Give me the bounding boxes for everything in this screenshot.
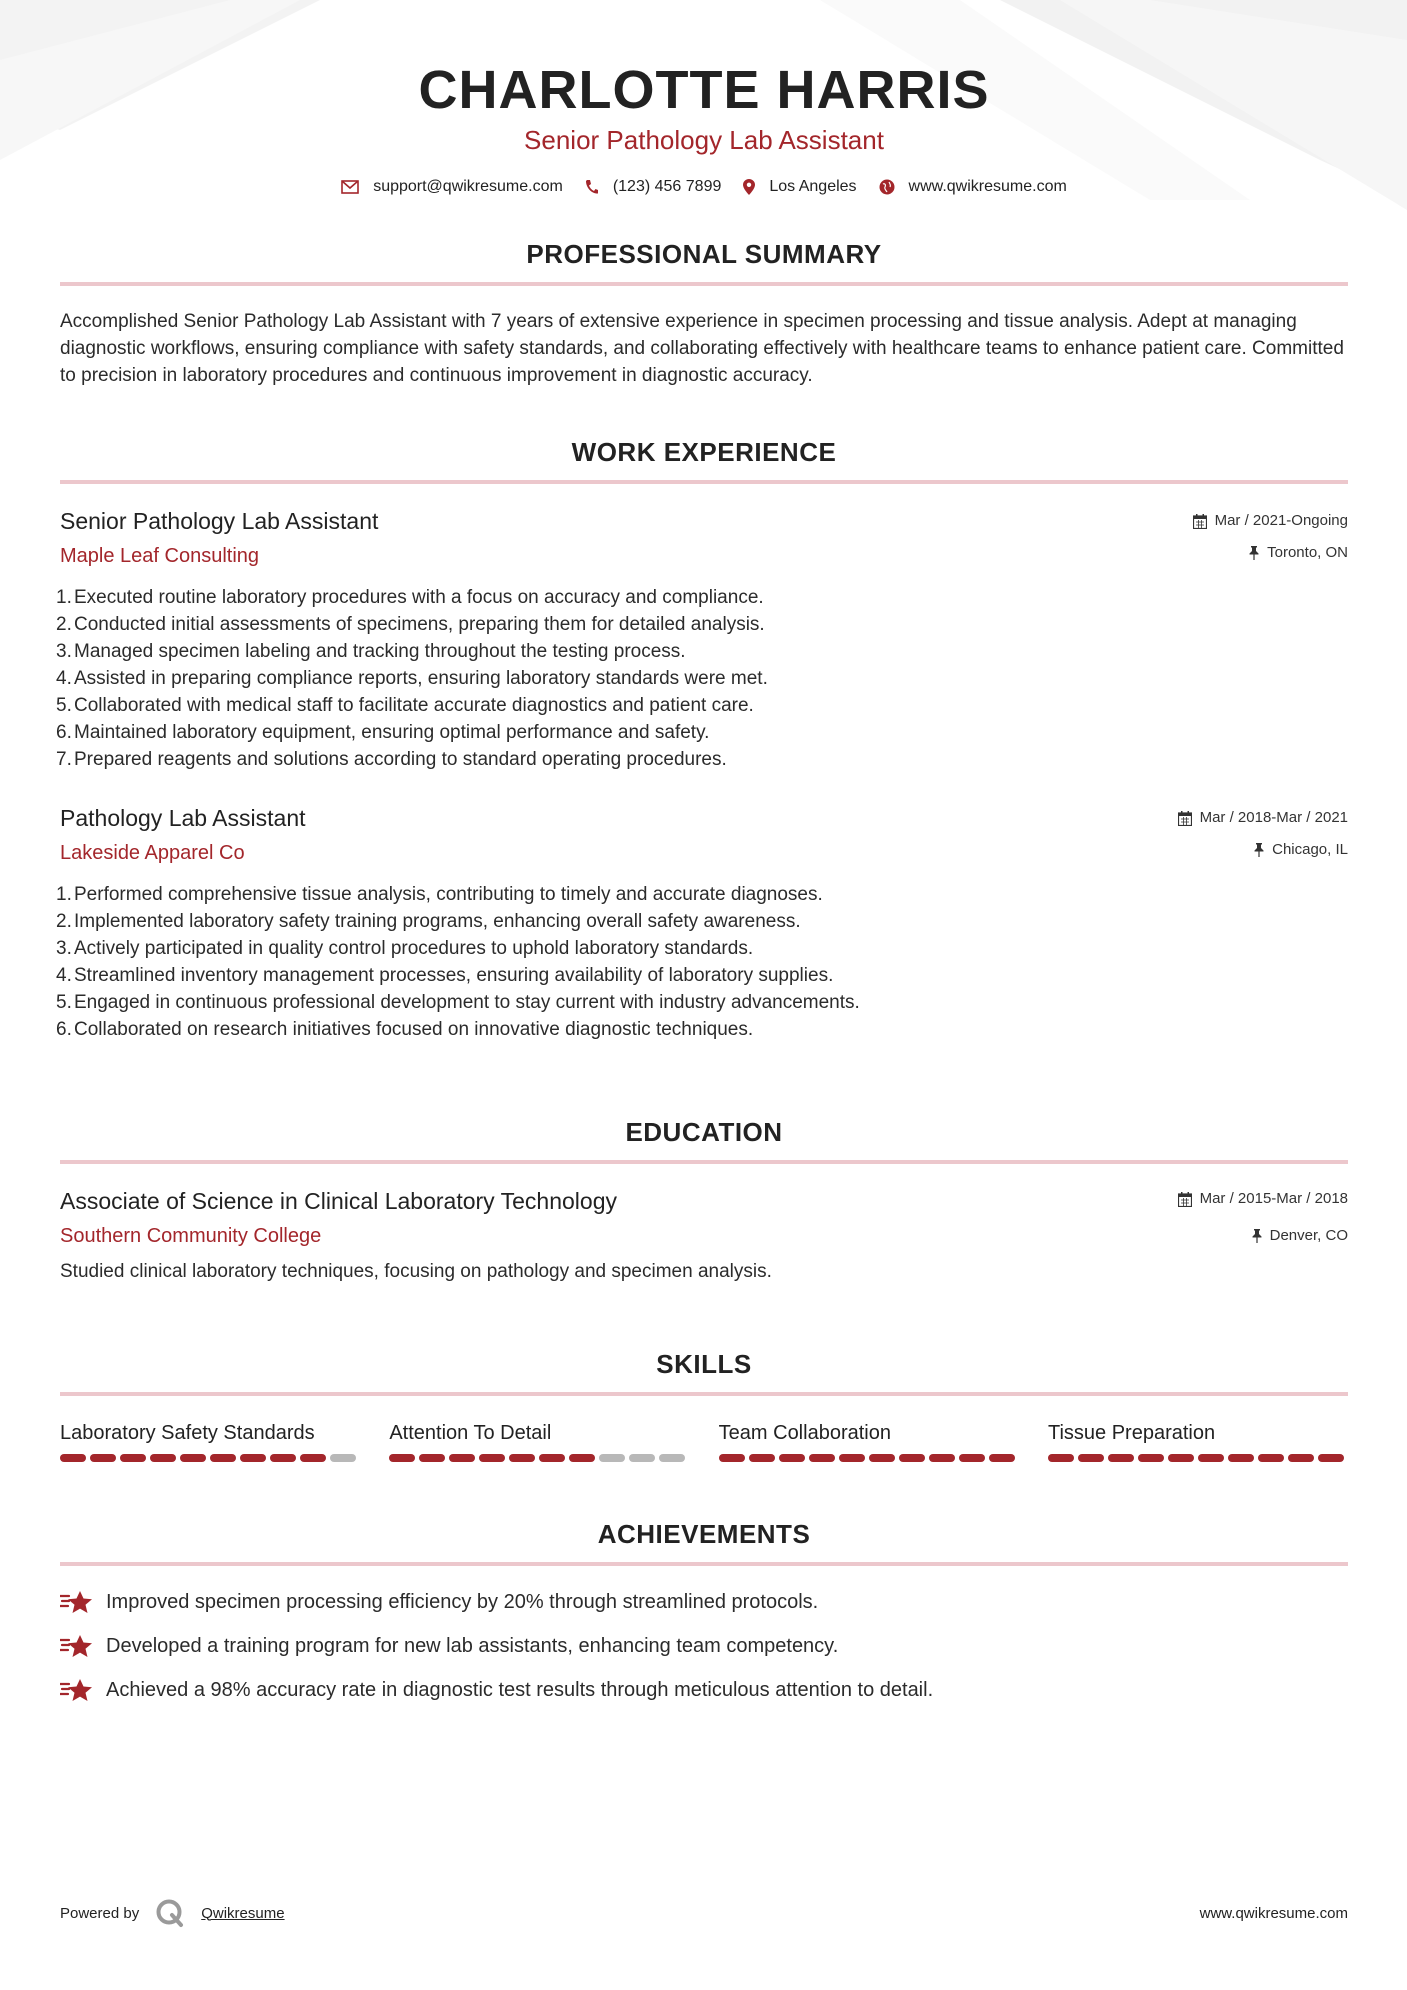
job-entry-1 (56, 506, 1348, 773)
bullet-text: Assisted in preparing compliance reports, ensuring laboratory standards were met. (74, 668, 768, 689)
skill-segment-filled (180, 1454, 206, 1462)
education-location-text: Denver, CO (1269, 1227, 1348, 1244)
skill-segment-filled (929, 1454, 955, 1462)
bullet-text: Collaborated on research initiatives focused on innovative diagnostic techniques. (74, 1019, 754, 1040)
skill-segment-filled (869, 1454, 895, 1462)
skills-section (60, 1348, 1348, 1462)
achievements-heading: ACHIEVEMENTS (597, 1519, 811, 1549)
summary-heading: PROFESSIONAL SUMMARY (526, 239, 882, 269)
skill-segment-filled (1228, 1454, 1254, 1462)
skill-level-bar (60, 1454, 360, 1462)
achievement-text: Achieved a 98% accuracy rate in diagnostic test results through meticulous attention to detail. (106, 1679, 934, 1701)
contact-phone[interactable] (585, 178, 722, 196)
education-dates-text: Mar / 2015-Mar / 2018 (1199, 1190, 1348, 1207)
summary-section (60, 238, 1348, 389)
list-item (60, 1632, 1348, 1660)
skill-segment-empty (599, 1454, 625, 1462)
bullet-text: Streamlined inventory management processes, ensuring availability of laboratory supplies. (74, 965, 834, 986)
skill-segment-filled (1318, 1454, 1344, 1462)
list-item: 3. Actively participated in quality control procedures to uphold laboratory standards. (60, 935, 1348, 962)
skill-name: Laboratory Safety Standards (60, 1422, 315, 1444)
job-dates (1178, 808, 1348, 828)
education-entry (60, 1186, 1348, 1285)
skill-item (719, 1420, 1019, 1462)
job-location (1193, 543, 1348, 563)
page-footer (60, 1898, 1348, 1928)
skill-segment-filled (240, 1454, 266, 1462)
achievements-divider (60, 1562, 1348, 1566)
skill-segment-filled (539, 1454, 565, 1462)
achievements-section (60, 1518, 1348, 1720)
job-company: Lakeside Apparel Co (60, 842, 245, 864)
skill-segment-filled (839, 1454, 865, 1462)
skill-segment-filled (389, 1454, 415, 1462)
skill-segment-filled (1048, 1454, 1074, 1462)
skill-segment-filled (959, 1454, 985, 1462)
list-item (60, 1676, 1348, 1704)
bullet-text: Conducted initial assessments of specimens, preparing them for detailed analysis. (74, 614, 765, 635)
contact-bar (60, 178, 1348, 196)
skill-segment-filled (1258, 1454, 1284, 1462)
pushpin-icon (1254, 843, 1264, 857)
resume-page (56, 0, 1348, 1701)
skill-segment-filled (210, 1454, 236, 1462)
bullet-text: Maintained laboratory equipment, ensuring optimal performance and safety. (74, 722, 710, 743)
phone-icon (585, 179, 599, 195)
experience-section (56, 436, 1348, 1043)
skill-name: Tissue Preparation (1047, 1422, 1216, 1444)
skill-segment-empty (330, 1454, 356, 1462)
skill-segment-filled (989, 1454, 1015, 1462)
globe-icon (879, 179, 895, 195)
skill-segment-filled (270, 1454, 296, 1462)
contact-location (743, 178, 856, 196)
skill-segment-filled (120, 1454, 146, 1462)
achievement-text: Developed a training program for new lab assistants, enhancing team competency. (106, 1635, 839, 1657)
skill-segment-filled (1138, 1454, 1164, 1462)
list-item: 2. Implemented laboratory safety training programs, enhancing overall safety awareness. (60, 908, 1348, 935)
footer-website[interactable]: www.qwikresume.com (1199, 1904, 1348, 1922)
job-entry-2 (56, 803, 1348, 1043)
skill-item (389, 1420, 689, 1462)
list-item: 3. Managed specimen labeling and tracking throughout the testing process. (60, 638, 1348, 665)
pushpin-icon (1249, 546, 1259, 560)
footer-branding (60, 1898, 285, 1928)
education-description: Studied clinical laboratory techniques, focusing on pathology and specimen analysis. (60, 1261, 772, 1282)
skill-segment-filled (719, 1454, 745, 1462)
contact-website[interactable] (879, 178, 1067, 196)
list-item: 7. Prepared reagents and solutions according to standard operating procedures. (60, 746, 1348, 773)
job-title: Senior Pathology Lab Assistant (60, 508, 379, 534)
bullet-text: Implemented laboratory safety training programs, enhancing overall safety awareness. (74, 911, 801, 932)
skill-segment-empty (629, 1454, 655, 1462)
education-section (60, 1116, 1348, 1285)
skill-item (1048, 1420, 1348, 1462)
summary-text: Accomplished Senior Pathology Lab Assistant with 7 years of extensive experience in specimen processing and tissue analysis. Adept at managing diagnostic workflows, ensuring compliance with safety standards, and collaborating effectively with healthcare teams to enhance patient care. Committed to precision in laboratory procedures and continuous improvement in diagnostic accuracy. (60, 311, 1344, 386)
education-divider (60, 1160, 1348, 1164)
skill-level-bar (719, 1454, 1019, 1462)
experience-divider (60, 480, 1348, 484)
list-item: 2. Conducted initial assessments of specimens, preparing them for detailed analysis. (60, 611, 1348, 638)
list-item: 4. Assisted in preparing compliance reports, ensuring laboratory standards were met. (60, 665, 1348, 692)
job-location-text: Chicago, IL (1272, 841, 1348, 858)
list-item: 1. Executed routine laboratory procedures with a focus on accuracy and compliance. (60, 584, 1348, 611)
school-name: Southern Community College (60, 1225, 322, 1247)
job-company: Maple Leaf Consulting (60, 545, 260, 567)
calendar-icon (1178, 1192, 1192, 1207)
job-title: Pathology Lab Assistant (60, 805, 306, 831)
skills-grid (60, 1420, 1348, 1462)
skill-segment-filled (749, 1454, 775, 1462)
skill-segment-filled (449, 1454, 475, 1462)
education-dates (1178, 1189, 1348, 1209)
achievements-list (60, 1588, 1348, 1704)
qwikresume-link[interactable]: Qwikresume (201, 1904, 285, 1922)
skill-segment-filled (1078, 1454, 1104, 1462)
skill-segment-filled (809, 1454, 835, 1462)
bullet-text: Executed routine laboratory procedures with a focus on accuracy and compliance. (74, 587, 764, 608)
job-location-text: Toronto, ON (1267, 544, 1348, 561)
bullet-text: Prepared reagents and solutions according to standard operating procedures. (74, 749, 727, 770)
job-dates-text: Mar / 2021-Ongoing (1214, 512, 1348, 529)
resume-header (60, 0, 1348, 196)
education-location (1178, 1226, 1348, 1246)
skill-segment-filled (90, 1454, 116, 1462)
skill-level-bar (389, 1454, 689, 1462)
contact-email[interactable] (341, 178, 563, 196)
list-item: 4. Streamlined inventory management processes, ensuring availability of laboratory supplies. (60, 962, 1348, 989)
list-item: 6. Collaborated on research initiatives focused on innovative diagnostic techniques. (60, 1016, 1348, 1043)
star-icon (60, 1633, 94, 1659)
location-text: Los Angeles (769, 178, 857, 195)
skill-segment-empty (659, 1454, 685, 1462)
website-text: www.qwikresume.com (908, 178, 1067, 195)
candidate-role: Senior Pathology Lab Assistant (524, 125, 884, 155)
bullet-text: Managed specimen labeling and tracking throughout the testing process. (74, 641, 686, 662)
job-location (1178, 840, 1348, 860)
pushpin-icon (1252, 1229, 1262, 1243)
job-bullets (56, 881, 1348, 1043)
job-bullets (56, 584, 1348, 773)
list-item (60, 1588, 1348, 1616)
list-item: 5. Engaged in continuous professional development to stay current with industry advancements. (60, 989, 1348, 1016)
skills-divider (60, 1392, 1348, 1396)
skill-segment-filled (779, 1454, 805, 1462)
phone-text: (123) 456 7899 (612, 178, 722, 195)
experience-heading: WORK EXPERIENCE (571, 437, 837, 467)
calendar-icon (1178, 811, 1192, 826)
envelope-icon (341, 180, 359, 194)
summary-divider (60, 282, 1348, 286)
bullet-text: Collaborated with medical staff to facilitate accurate diagnostics and patient care. (74, 695, 754, 716)
skill-segment-filled (1168, 1454, 1194, 1462)
skill-item (60, 1420, 360, 1462)
education-heading: EDUCATION (625, 1117, 783, 1147)
skill-segment-filled (1288, 1454, 1314, 1462)
list-item: 1. Performed comprehensive tissue analysis, contributing to timely and accurate diagnoses. (60, 881, 1348, 908)
powered-by-label: Powered by (60, 1904, 140, 1922)
star-icon (60, 1589, 94, 1615)
job-dates (1193, 511, 1348, 531)
skill-segment-filled (150, 1454, 176, 1462)
skill-segment-filled (1198, 1454, 1224, 1462)
bullet-text: Actively participated in quality control procedures to uphold laboratory standards. (74, 938, 754, 959)
skill-segment-filled (569, 1454, 595, 1462)
skill-level-bar (1048, 1454, 1348, 1462)
skill-segment-filled (509, 1454, 535, 1462)
skills-heading: SKILLS (656, 1349, 752, 1379)
skill-segment-filled (479, 1454, 505, 1462)
map-pin-icon (743, 179, 755, 195)
bullet-text: Engaged in continuous professional development to stay current with industry advancements. (74, 992, 860, 1013)
skill-segment-filled (1108, 1454, 1134, 1462)
email-text: support@qwikresume.com (373, 178, 563, 195)
bullet-text: Performed comprehensive tissue analysis, contributing to timely and accurate diagnoses. (74, 884, 823, 905)
skill-segment-filled (300, 1454, 326, 1462)
star-icon (60, 1677, 94, 1703)
list-item: 6. Maintained laboratory equipment, ensuring optimal performance and safety. (60, 719, 1348, 746)
achievement-text: Improved specimen processing efficiency by 20% through streamlined protocols. (106, 1591, 819, 1613)
job-dates-text: Mar / 2018-Mar / 2021 (1199, 809, 1348, 826)
skill-segment-filled (419, 1454, 445, 1462)
list-item: 5. Collaborated with medical staff to facilitate accurate diagnostics and patient care. (60, 692, 1348, 719)
candidate-name: CHARLOTTE HARRIS (418, 60, 990, 120)
skill-segment-filled (899, 1454, 925, 1462)
skill-name: Attention To Detail (389, 1422, 552, 1444)
skill-segment-filled (60, 1454, 86, 1462)
degree-title: Associate of Science in Clinical Laboratory Technology (60, 1188, 617, 1214)
calendar-icon (1193, 514, 1207, 529)
skill-name: Team Collaboration (718, 1422, 891, 1444)
qwikresume-logo (155, 1898, 185, 1928)
